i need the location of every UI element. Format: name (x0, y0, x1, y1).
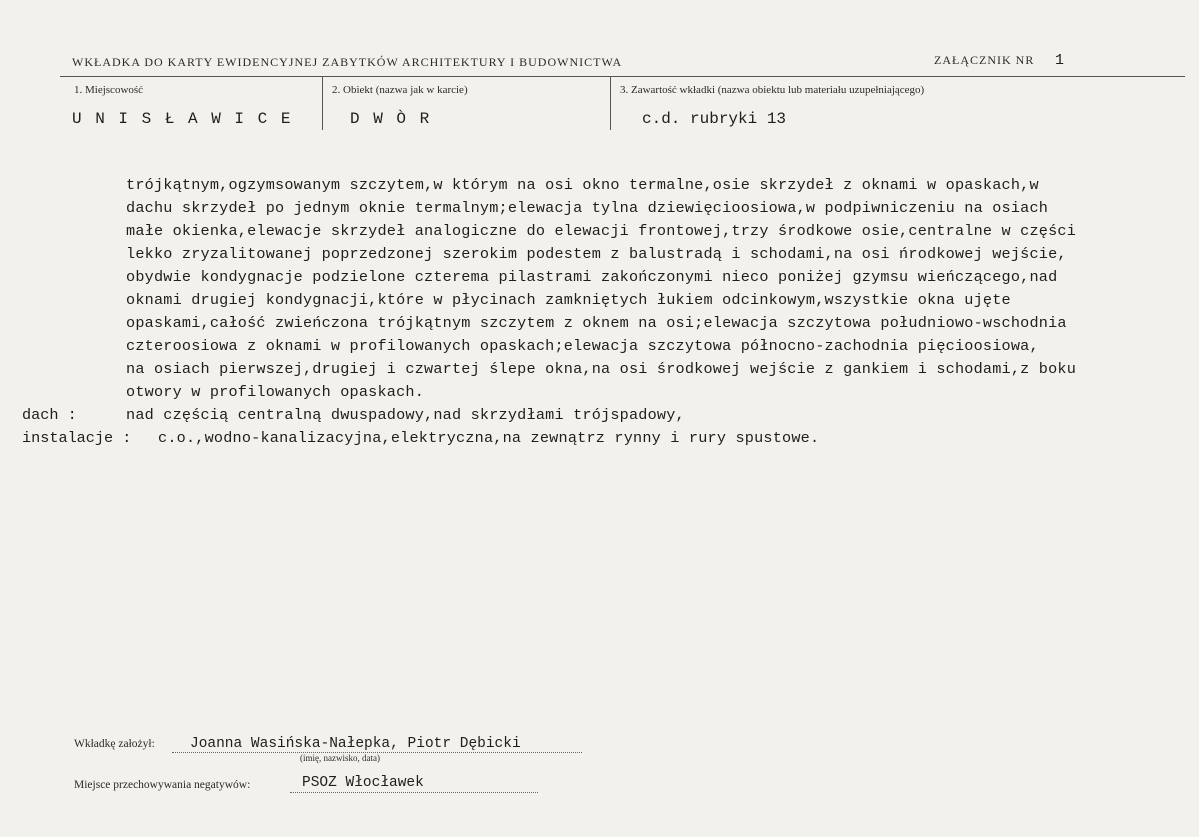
field-label-locality: 1. Miejscowość (74, 84, 144, 96)
negatives-value: PSOZ Włocławek (302, 775, 424, 791)
negatives-label: Miejsce przechowywania negatywów: (74, 779, 251, 791)
created-by-hint: (imię, nazwisko, data) (300, 753, 380, 763)
negatives-dotted-line (290, 792, 538, 793)
body-line: dachu skrzydeł po jednym oknie termalnym;elewacja tylna dziewięcioosiowa,w podpiwniczeniu na osiach (126, 199, 1049, 217)
created-by-label: Wkładkę założył: (74, 738, 155, 750)
body-line: na osiach pierwszej,drugiej i czwartej ślepe okna,na osi środkowej wejście z gankiem i schodami,z boku (126, 360, 1077, 378)
body-line: opaskami,całość zwieńczona trójkątnym szczytem z oknem na osi;elewacja szczytowa południowo-wschodnia (126, 314, 1067, 332)
created-by-value: Joanna Wasińska-Nałepka, Piotr Dębicki (190, 736, 521, 752)
body-line: otwory w profilowanych opaskach. (126, 383, 425, 401)
entry-text-installations: c.o.,wodno-kanalizacyjna,elektryczna,na zewnątrz rynny i rury spustowe. (158, 429, 820, 447)
body-line: czteroosiowa z oknami w profilowanych opaskach;elewacja szczytowa północno-zachodnia pięcioosiowa, (126, 337, 1039, 355)
column-divider-2 (610, 77, 611, 130)
body-line: oknami drugiej kondygnacji,które w płycinach zamkniętych łukiem odcinkowym,wszystkie okna ujęte (126, 291, 1011, 309)
annex-number: 1 (1055, 52, 1065, 69)
entry-label-installations: instalacje : (22, 429, 132, 447)
field-label-contents: 3. Zawartość wkładki (nazwa obiektu lub materiału uzupełniającego) (620, 84, 925, 96)
entry-label-roof: dach : (22, 406, 77, 424)
column-divider-1 (322, 77, 323, 130)
body-line: lekko zryzalitowanej poprzedzonej szerokim podestem z balustradą i schodami,na osi ńrodkowej wejście, (126, 245, 1067, 263)
form-title: WKŁADKA DO KARTY EWIDENCYJNEJ ZABYTKÓW ARCHITEKTURY I BUDOWNICTWA (72, 55, 623, 69)
field-value-object: D W Ò R (350, 110, 432, 128)
header-rule-top (60, 76, 1185, 77)
body-line: obydwie kondygnacje podzielone czterema pilastrami zakończonymi nieco poniżej gzymsu wieńczącego,nad (126, 268, 1058, 286)
entry-text-roof: nad częścią centralną dwuspadowy,nad skrzydłami trójspadowy, (126, 406, 685, 424)
field-label-object: 2. Obiekt (nazwa jak w karcie) (332, 84, 468, 96)
body-line: małe okienka,elewacje skrzydeł analogiczne do elewacji frontowej,trzy środkowe osie,centralne w części (126, 222, 1077, 240)
body-line: trójkątnym,ogzymsowanym szczytem,w którym na osi okno termalne,osie skrzydeł z oknami w opaskach,w (126, 176, 1039, 194)
field-value-contents: c.d. rubryki 13 (642, 110, 787, 128)
field-value-locality: U N I S Ł A W I C E (72, 110, 293, 128)
annex-label: ZAŁĄCZNIK NR (934, 53, 1035, 67)
